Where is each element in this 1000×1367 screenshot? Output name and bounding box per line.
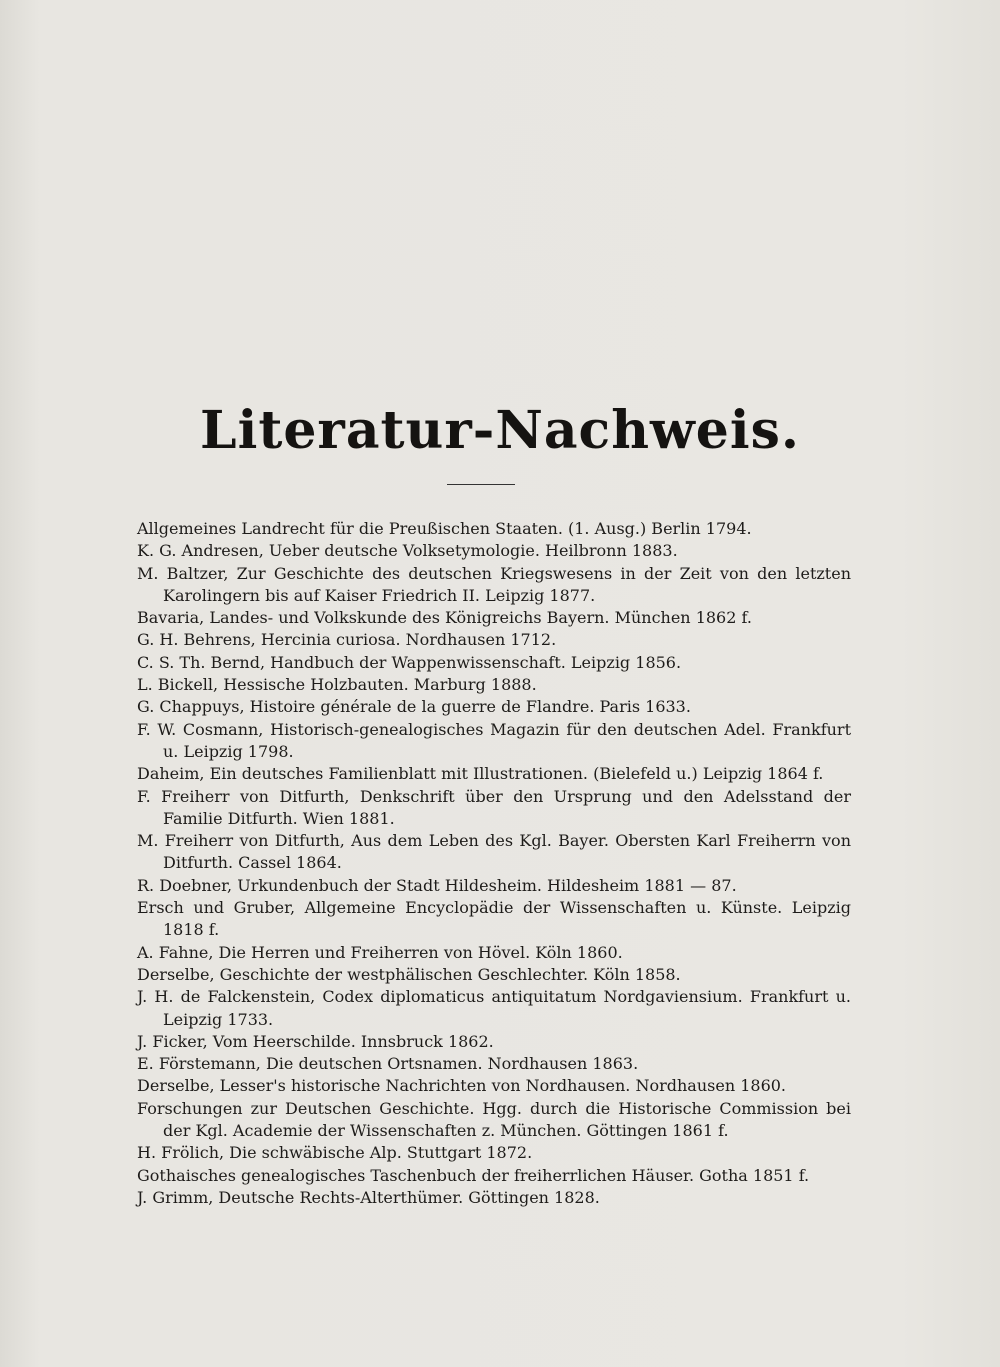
bibliography-list xyxy=(137,518,851,1209)
title-divider xyxy=(447,484,515,485)
bibliography-entry: Ersch und Gruber, Allgemeine Encyclopädie der Wissenschaften u. Künste. Leipzig 1818 f. xyxy=(137,898,851,940)
page-title: Literatur-Nachweis. xyxy=(200,400,800,461)
bibliography-entry: J. Ficker, Vom Heerschilde. Innsbruck 1862. xyxy=(137,1031,494,1051)
bibliography-entry: R. Doebner, Urkundenbuch der Stadt Hildesheim. Hildesheim 1881 — 87. xyxy=(137,875,737,895)
bibliography-entry: Bavaria, Landes- und Volkskunde des Königreichs Bayern. München 1862 f. xyxy=(137,608,752,628)
bibliography-entry: G. H. Behrens, Hercinia curiosa. Nordhausen 1712. xyxy=(137,630,557,650)
bibliography-entry: C. S. Th. Bernd, Handbuch der Wappenwissenschaft. Leipzig 1856. xyxy=(137,652,682,672)
bibliography-entry: F. W. Cosmann, Historisch-genealogisches Magazin für den deutschen Adel. Frankfurt u. Leipzig 1798. xyxy=(137,719,851,761)
bibliography-entry: A. Fahne, Die Herren und Freiherren von Hövel. Köln 1860. xyxy=(137,942,623,962)
bibliography-entry: K. G. Andresen, Ueber deutsche Volksetymologie. Heilbronn 1883. xyxy=(137,541,678,561)
bibliography-entry: G. Chappuys, Histoire générale de la guerre de Flandre. Paris 1633. xyxy=(137,697,691,717)
bibliography-entry: M. Baltzer, Zur Geschichte des deutschen Kriegswesens in der Zeit von den letzten Karolingern bis auf Kaiser Friedrich II. Leipzig 1877. xyxy=(137,563,851,605)
bibliography-entry: M. Freiherr von Ditfurth, Aus dem Leben des Kgl. Bayer. Obersten Karl Freiherrn von Ditfurth. Cassel 1864. xyxy=(137,831,851,873)
bibliography-entry: J. H. de Falckenstein, Codex diplomaticus antiquitatum Nordgaviensium. Frankfurt u. Leipzig 1733. xyxy=(137,987,851,1029)
bibliography-entry: L. Bickell, Hessische Holzbauten. Marburg 1888. xyxy=(137,675,537,695)
bibliography-entry: Daheim, Ein deutsches Familienblatt mit Illustrationen. (Bielefeld u.) Leipzig 1864 f. xyxy=(137,764,824,784)
bibliography-entry: Derselbe, Geschichte der westphälischen Geschlechter. Köln 1858. xyxy=(137,964,681,984)
bibliography-entry: J. Grimm, Deutsche Rechts-Alterthümer. Göttingen 1828. xyxy=(137,1187,600,1207)
bibliography-entry: Gothaisches genealogisches Taschenbuch der freiherrlichen Häuser. Gotha 1851 f. xyxy=(137,1165,810,1185)
bibliography-entry: Forschungen zur Deutschen Geschichte. Hgg. durch die Historische Commission bei der Kgl. Academie der Wissenschaften z. München. Göttingen 1861 f. xyxy=(137,1098,851,1141)
bibliography-entry: Allgemeines Landrecht für die Preußischen Staaten. (1. Ausg.) Berlin 1794. xyxy=(137,519,752,538)
bibliography-entry: Derselbe, Lesser's historische Nachrichten von Nordhausen. Nordhausen 1860. xyxy=(137,1076,787,1096)
bibliography-entry: F. Freiherr von Ditfurth, Denkschrift über den Ursprung und den Adelsstand der Familie Ditfurth. Wien 1881. xyxy=(137,786,851,828)
bibliography-entry: E. Förstemann, Die deutschen Ortsnamen. Nordhausen 1863. xyxy=(137,1054,639,1074)
bibliography-entry: H. Frölich, Die schwäbische Alp. Stuttgart 1872. xyxy=(137,1143,533,1163)
